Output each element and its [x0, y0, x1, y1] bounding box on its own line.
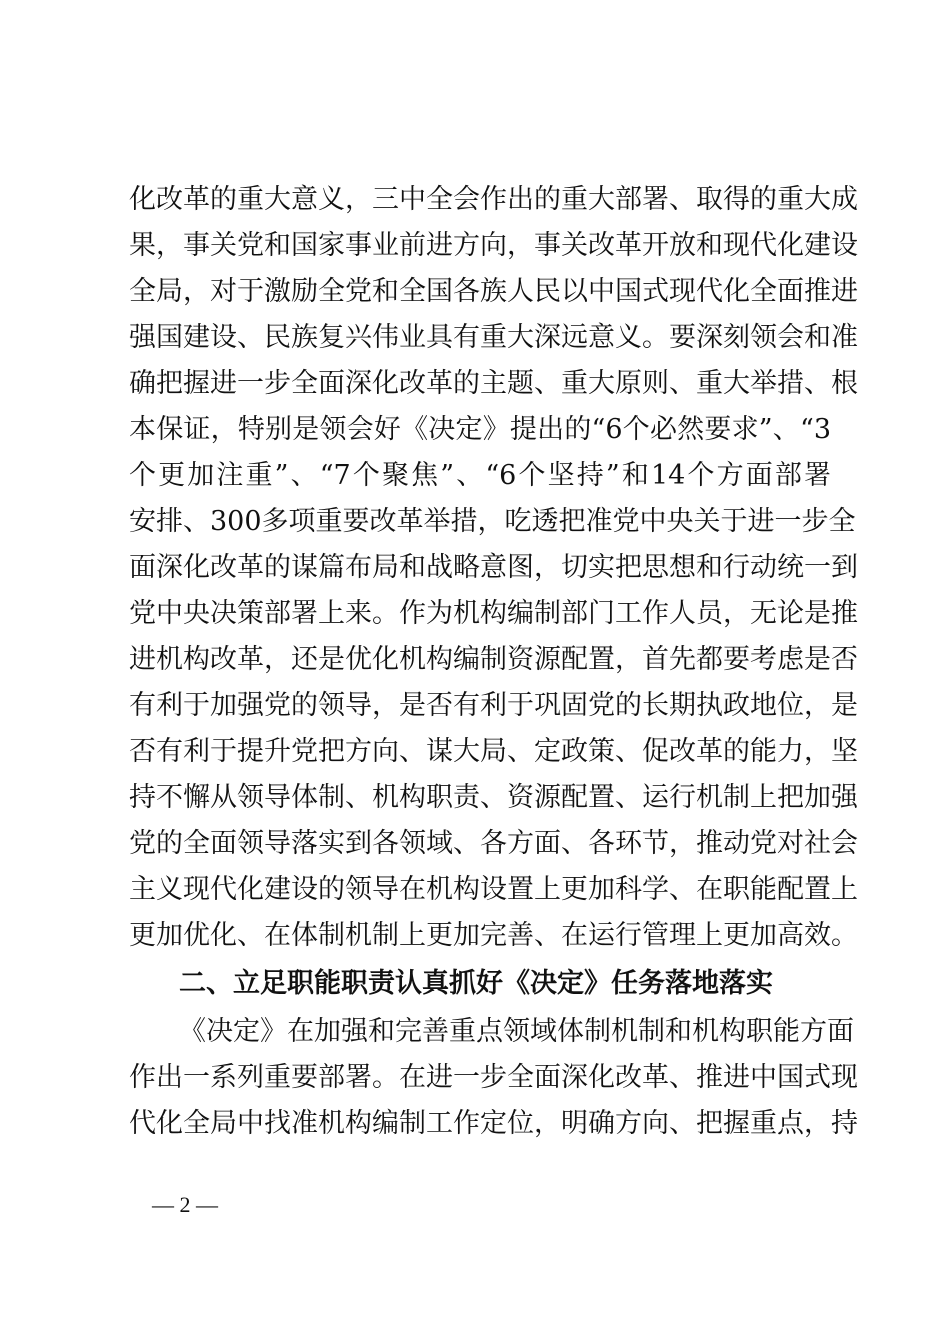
- section-heading: 二、立足职能职责认真抓好《决定》任务落地落实: [179, 968, 773, 999]
- paragraph-line: 党中央决策部署上来。作为机构编制部门工作人员，无论是推: [129, 598, 858, 629]
- paragraph-line: 否有利于提升党把方向、谋大局、定政策、促改革的能力，坚: [129, 736, 858, 767]
- page-number: — 2 —: [152, 1192, 218, 1217]
- paragraph-line: 作出一系列重要部署。在进一步全面深化改革、推进中国式现: [129, 1062, 858, 1093]
- paragraph-line: 个更加注重”、“7个聚焦”、“6个坚持”和14个方面部署: [129, 460, 831, 491]
- paragraph-line: 代化全局中找准机构编制工作定位，明确方向、把握重点，持: [129, 1108, 858, 1139]
- paragraph-line: 强国建设、民族复兴伟业具有重大深远意义。要深刻领会和准: [129, 322, 858, 353]
- paragraph-line: 党的全面领导落实到各领域、各方面、各环节，推动党对社会: [129, 828, 858, 859]
- paragraph-line: 本保证，特别是领会好《决定》提出的“6个必然要求”、“3: [129, 414, 831, 445]
- paragraph-line: 持不懈从领导体制、机构职责、资源配置、运行机制上把加强: [129, 782, 858, 813]
- paragraph-line: 全局，对于激励全党和全国各族人民以中国式现代化全面推进: [129, 276, 858, 307]
- paragraph-line: 确把握进一步全面深化改革的主题、重大原则、重大举措、根: [129, 368, 858, 399]
- paragraph-line: 面深化改革的谋篇布局和战略意图，切实把思想和行动统一到: [129, 552, 858, 583]
- paragraph-line: 果，事关党和国家事业前进方向，事关改革开放和现代化建设: [129, 230, 858, 261]
- paragraph-line: 进机构改革，还是优化机构编制资源配置，首先都要考虑是否: [129, 644, 858, 675]
- paragraph-line: 《决定》在加强和完善重点领域体制机制和机构职能方面: [179, 1016, 854, 1047]
- paragraph-line: 有利于加强党的领导，是否有利于巩固党的长期执政地位，是: [129, 690, 858, 721]
- paragraph-line: 化改革的重大意义，三中全会作出的重大部署、取得的重大成: [129, 184, 858, 215]
- paragraph-line: 更加优化、在体制机制上更加完善、在运行管理上更加高效。: [129, 920, 858, 951]
- paragraph-line: 安排、300多项重要改革举措，吃透把准党中央关于进一步全: [129, 506, 856, 537]
- paragraph-line: 主义现代化建设的领导在机构设置上更加科学、在职能配置上: [129, 874, 858, 905]
